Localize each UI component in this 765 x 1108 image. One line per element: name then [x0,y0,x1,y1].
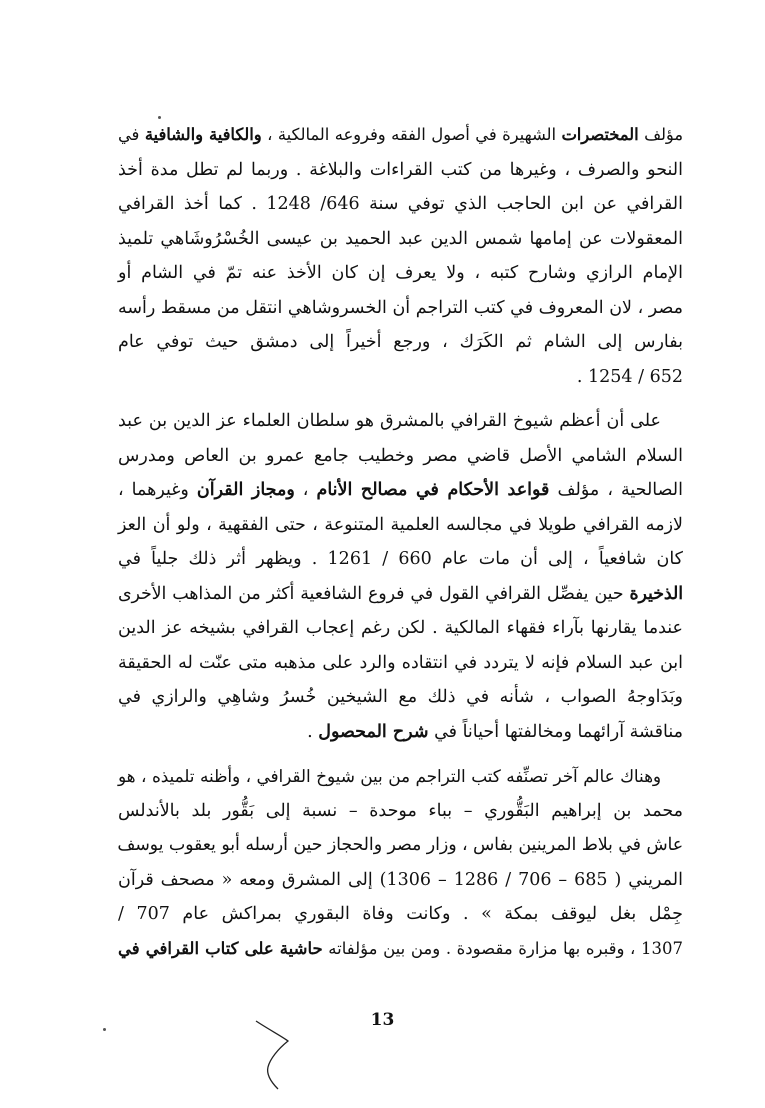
body-text [118,118,683,966]
page-number: 13 [370,1010,395,1030]
text-line [118,794,683,829]
text-line [118,291,683,326]
paragraph-gap [118,394,683,404]
bold-title-text: والكافية والشافية [144,125,262,144]
line-text: الشهيرة في أصول الفقه وفروعه المالكية ، [261,125,562,144]
line-text: 652 / 1254 . [576,366,683,387]
text-line [118,256,683,291]
line-text: حين يفصِّل القرافي القول في فروع الشافعية أكثر من المذاهب الأخرى [118,583,630,604]
line-text: وهناك عالم آخر تصنِّفه كتب التراجم من بين شيوخ القرافي ، وأظنه تلميذه ، هو [118,766,661,786]
line-text: الصالحية ، مؤلف [549,480,683,500]
scan-speck [158,116,161,119]
text-line [118,759,683,794]
line-text: . [307,721,319,742]
text-line [118,404,683,439]
text-line [118,863,683,898]
text-line [118,439,683,474]
text-line [118,715,683,750]
bold-title-text: ومجاز القرآن [196,480,295,500]
text-line [118,508,683,543]
text-line [118,646,683,681]
line-text: مؤلف [638,125,683,144]
line-text: ، [294,480,317,500]
line-text: كان شافعياً ، إلى أن مات عام 660 / 1261 . ويظهر أثر ذلك جلياً في [118,549,683,569]
paragraph [118,759,683,966]
line-text: وبَدَاوجهُ الصواب ، شأنه في ذلك مع الشيخين خُسرُ وشاهِي والرازي في [118,687,683,707]
line-text: وغيرهما ، [118,480,197,500]
line-text: بفارس إلى الشام ثم الكَرَك ، ورجع أخيراً إلى دمشق حيث توفي عام [118,332,683,352]
line-text: محمد بن إبراهيم البَقُّوري – بباء موحدة – نسبة إلى بَقُّور بلد بالأندلس [118,800,683,821]
bold-title-text: حاشية على كتاب القرافي في [118,938,323,958]
line-text: المريني ( 685 – 706 / 1286 – 1306) إلى المشرق ومعه « مصحف قرآن [118,869,683,890]
line-text: القرافي عن ابن الحاجب الذي توفي سنة 646/ 1248 . كما أخذ القرافي [118,194,683,214]
text-line [118,897,683,932]
line-text: على أن أعظم شيوخ القرافي بالمشرق هو سلطان العلماء عز الدين بن عبد [118,411,661,431]
text-line [118,577,683,612]
line-text: المعقولات عن إمامها شمس الدين عبد الحميد بن عيسى الخُسْرُوشَاهي تلميذ [118,228,683,249]
bold-title-text: قواعد الأحكام في مصالح الأنام [316,480,550,500]
line-text: النحو والصرف ، وغيرها من كتب القراءات والبلاغة . وربما لم تطل مدة أخذ [118,159,683,180]
scan-speck [103,1028,106,1031]
line-text: 1307 ، وقبره بها مزارة مقصودة . ومن بين مؤلفاته [322,938,683,958]
text-line [118,153,683,188]
bold-title-text: شرح المحصول [318,721,429,742]
text-line [118,542,683,577]
paragraph [118,404,683,749]
line-text: عندما يقارنها بآراء فقهاء المالكية . لكن رغم إعجاب القرافي بشيخه عز الدين [118,618,683,638]
text-line [118,222,683,257]
line-text: مصر ، لان المعروف في كتب التراجم أن الخسروشاهي انتقل من مسقط رأسه [118,297,683,318]
paragraph [118,118,683,394]
pen-mark [248,1015,308,1095]
line-text: في [118,125,145,144]
paragraph-gap [118,749,683,759]
line-text: مناقشة آرائهما ومخالفتها أحياناً في [428,721,683,742]
line-text: الإمام الرازي وشارح كتبه ، ولا يعرف إن كان الأخذ عنه تمّ في الشام أو [118,263,683,283]
bold-title-text: الذخيرة [629,583,683,604]
text-line [118,932,683,967]
text-line [118,187,683,222]
text-line [118,680,683,715]
text-line [118,118,683,153]
line-text: السلام الشامي الأصل قاضي مصر وخطيب جامع عمرو بن العاص ومدرس [118,445,683,466]
line-text: لازمه القرافي طويلا في مجالسه العلمية المتنوعة ، حتى الفقهية ، ولو أن العز [118,514,683,535]
line-text: جِمْل بغل ليوقف بمكة » . وكانت وفاة البقوري بمراكش عام 707 / [118,904,683,924]
text-line [118,360,683,395]
line-text: ابن عبد السلام فإنه لا يتردد في انتقاده والرد على مذهبه متى عنّت له الحقيقة [118,652,683,673]
text-line [118,828,683,863]
text-line [118,473,683,508]
text-line [118,325,683,360]
text-line [118,611,683,646]
line-text: عاش في بلاط المرينين بفاس ، وزار مصر والحجاز حين أرسله أبو يعقوب يوسف [117,835,683,855]
bold-title-text: المختصرات [561,125,639,144]
